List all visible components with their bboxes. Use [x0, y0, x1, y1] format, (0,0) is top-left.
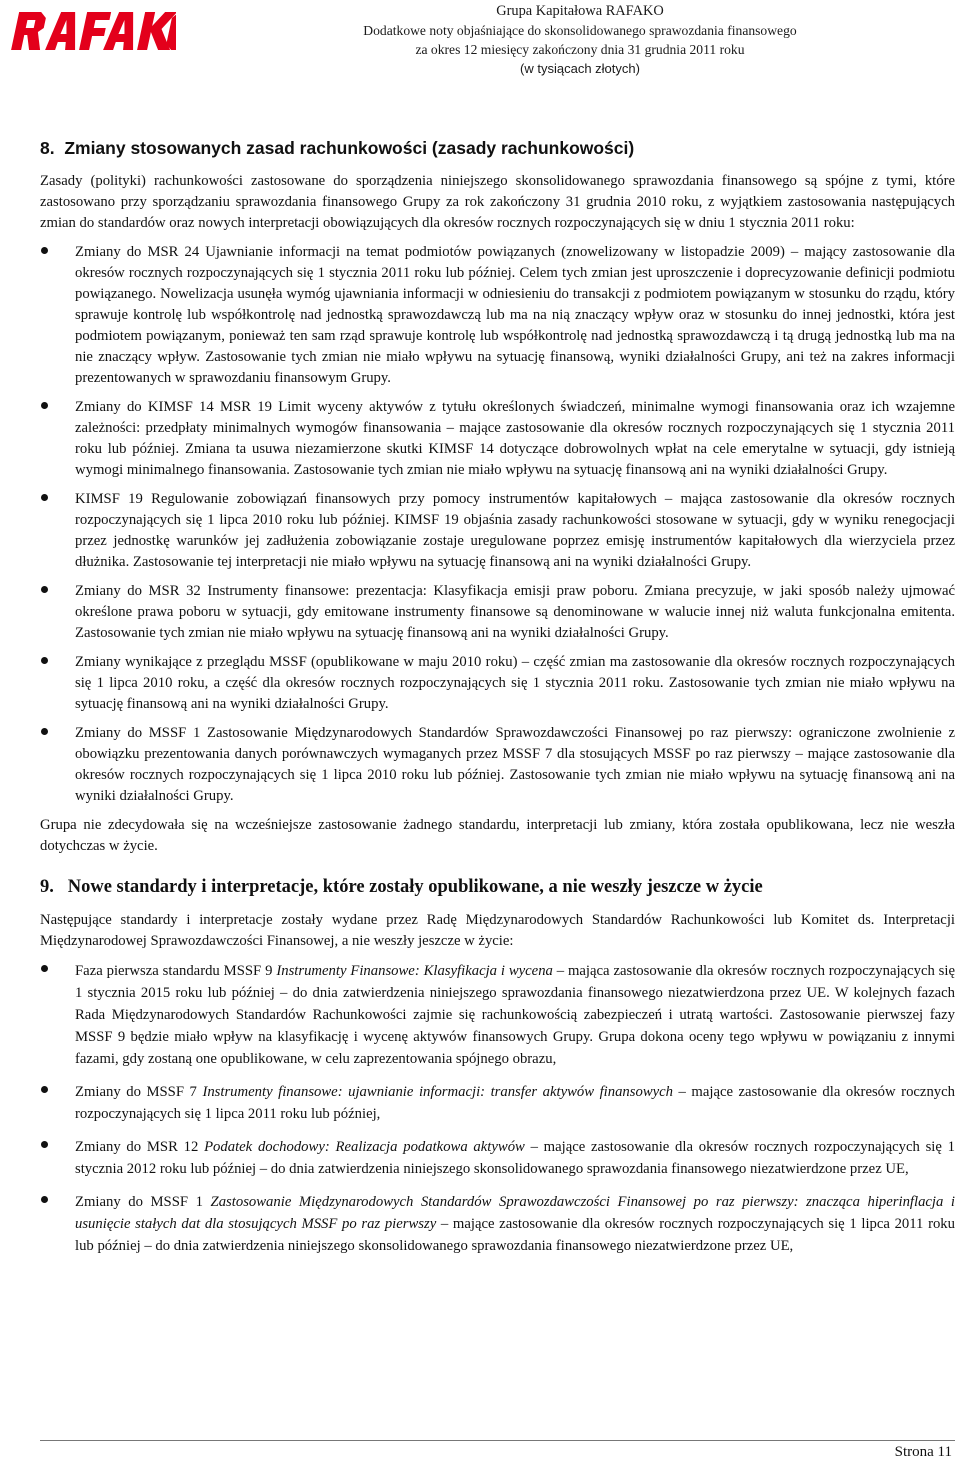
- item-suffix: – mające zastosowanie dla okresów rocznych rozpoczynających się 1 stycznia 2012 roku lub później – do dnia zatwierdzenia niniejszego skonsolidowanego sprawozdania finansowego niezatwierdzone przez UE,: [75, 1139, 955, 1177]
- item-italic-title: Instrumenty finansowe: ujawnianie informacji: transfer aktywów finansowych: [202, 1084, 673, 1100]
- list-item: [40, 397, 955, 481]
- list-item-text: Zmiany do KIMSF 14 MSR 19 Limit wyceny aktywów z tytułu określonych świadczeń, minimalne wymogi finansowania oraz ich wzajemne zależności: przedpłaty minimalnych wymogów finansowania – mające zastosowanie dla okresów rocznych rozpoczynających się 1 stycznia 2011 roku lub później. Zmiana ta usuwa niezamierzone skutki KIMSF 14 dotyczące dobrowolnych wpłat na cele emerytalne w sytuacji, gdy istnieją wymogi minimalnego finansowania. Zastosowanie tych zmian nie miało wpływu na sytuację finansową ani na wyniki działalności Grupy.: [75, 399, 955, 478]
- header-currency-note: (w tysiącach złotych): [520, 61, 640, 76]
- page-number: Strona 11: [894, 1444, 952, 1460]
- item-prefix: Zmiany do MSSF 1: [75, 1194, 211, 1210]
- rafako-logo: [8, 8, 176, 52]
- item-italic-title: Zastosowanie Międzynarodowych Standardów Sprawozdawczości Finansowej po raz pierwszy: znacząca hiperinflacja i usunięcie stałych dat dla stosujących MSSF po raz pierwszy: [75, 1194, 956, 1232]
- bullet-icon: [41, 965, 48, 972]
- bullet-icon: [41, 586, 48, 593]
- bullet-icon: [41, 1141, 48, 1148]
- item-italic-title: Instrumenty Finansowe: Klasyfikacja i wycena: [276, 963, 553, 979]
- bullet-icon: [41, 657, 48, 664]
- section-8-intro: Zasady (polityki) rachunkowości zastosowane do sporządzenia niniejszego skonsolidowanego sprawozdania finansowego są spójne z tymi, które zastosowano przy sporządzaniu sprawozdania finansowego Grupy za rok zakończony 31 grudnia 2010 roku, z wyjątkiem zastosowania następujących zmian do standardów oraz nowych interpretacji obowiązujących dla okresów rocznych rozpoczynających się w dniu 1 stycznia 2011 roku:: [40, 173, 955, 231]
- document-header: [200, 2, 960, 78]
- list-item: [40, 1081, 955, 1125]
- list-item: [40, 652, 955, 715]
- item-suffix: – mająca zastosowanie dla okresów rocznych rozpoczynających się 1 stycznia 2015 roku lub później – do dnia zatwierdzenia niniejszego sprawozdania finansowego niezatwierdzona przez UE. W kolejnych fazach Rada Międzynarodowych Standardów Rachunkowości zajmie się rachunkowością zabezpieczeń i utratą wartości. Zastosowanie pierwszej fazy MSSF 9 będzie miało wpływ na klasyfikację i wycenę aktywów finansowych Grupy. Grupa dokona oceny tego wpływu w powiązaniu z innymi fazami, gdy zostaną one opublikowane, w celu zaprezentowania spójnego obrazu,: [75, 963, 955, 1067]
- bullet-icon: [41, 247, 48, 254]
- list-item: [40, 242, 955, 389]
- header-company: Grupa Kapitałowa RAFAKO: [496, 3, 664, 19]
- list-item: [40, 581, 955, 644]
- bullet-icon: [41, 1086, 48, 1093]
- list-item-text: Zmiany do MSR 24 Ujawnianie informacji na temat podmiotów powiązanych (znowelizowany w listopadzie 2009) – mający zastosowanie dla okresów rocznych rozpoczynających się 1 stycznia 2011 roku lub później. Celem tych zmian jest uproszczenie i doprecyzowanie definicji podmiotu powiązanego. Nowelizacja usunęła wymóg ujawniania informacji w odniesieniu do transakcji z podmiotem powiązanym w stosunku do rządu, który sprawuje kontrolę lub współkontrolę nad jednostką sprawozdawczą lub ma na nią znaczący wpływ oraz w stosunku do innej jednostki, która jest podmiotem powiązanym, ponieważ ten sam rząd sprawuje kontrolę lub współkontrolę nad jednostką sprawozdawczą i tą drugą jednostką lub ma na nie znaczący wpływ. Zastosowanie tych zmian nie miało wpływu na sytuację finansową, wyniki działalności Grupy, ani też na zakres informacji prezentowanych w sprawozdaniu finansowym Grupy.: [75, 244, 955, 386]
- item-prefix: Zmiany do MSSF 7: [75, 1084, 203, 1100]
- section-8-title: 8. Zmiany stosowanych zasad rachunkowości (zasady rachunkowości): [40, 138, 635, 158]
- list-item: [40, 723, 955, 807]
- list-item: [40, 960, 955, 1070]
- footer-divider: [40, 1440, 955, 1441]
- list-item-text: Zmiany wynikające z przeglądu MSSF (opublikowane w maju 2010 roku) – część zmian ma zastosowanie dla okresów rocznych rozpoczynających się 1 lipca 2010 roku, a część dla okresów rocznych rozpoczynających się 1 stycznia 2011 roku. Zastosowanie tych zmian nie miało wpływu na sytuację finansową ani na wyniki działalności Grupy.: [75, 654, 955, 712]
- header-subtitle: Dodatkowe noty objaśniające do skonsolidowanego sprawozdania finansowego: [363, 23, 797, 38]
- item-suffix: – mające zastosowanie dla okresów rocznych rozpoczynających się 1 lipca 2011 roku lub później,: [75, 1084, 955, 1122]
- header-period: za okres 12 miesięcy zakończony dnia 31 grudnia 2011 roku: [415, 42, 745, 57]
- section-9-intro: Następujące standardy i interpretacje zostały wydane przez Radę Międzynarodowych Standardów Rachunkowości lub Komitet ds. Interpretacji Międzynarodowej Sprawozdawczości Finansowej, a nie weszły jeszcze w życie:: [40, 912, 955, 949]
- list-item-text: Zmiany do MSSF 1 Zastosowanie Międzynarodowych Standardów Sprawozdawczości Finansowej po raz pierwszy: ograniczone zwolnienie z obowiązku prezentowania danych porównawczych wymaganych przez MSSF 7 dla stosujących MSSF po raz pierwszy – mające zastosowanie dla okresów rocznych rozpoczynających się 1 lipca 2010 roku lub później. Zastosowanie tych zmian nie miało wpływu na sytuację finansową ani na wyniki działalności Grupy.: [75, 725, 955, 804]
- section-9-list: [40, 960, 955, 1257]
- item-suffix: – mające zastosowanie dla okresów rocznych rozpoczynających się 1 lipca 2011 roku lub później – do dnia zatwierdzenia niniejszego skonsolidowanego sprawozdania finansowego niezatwierdzone przez UE,: [75, 1216, 955, 1254]
- item-prefix: Zmiany do MSR 12: [75, 1139, 205, 1155]
- list-item-text: KIMSF 19 Regulowanie zobowiązań finansowych przy pomocy instrumentów kapitałowych – mająca zastosowanie dla okresów rocznych rozpoczynających się 1 lipca 2010 roku lub później. KIMSF 19 objaśnia zasady rachunkowości stosowane w sytuacji, gdy w wyniku renegocjacji przez jednostkę warunków jej zadłużenia zobowiązanie zostaje uregulowane poprzez emisję instrumentów kapitałowych dla wierzyciela przez dłużnika. Zastosowanie tej interpretacji nie miało wpływu na sytuację finansową ani na wyniki działalności Grupy.: [75, 491, 955, 570]
- item-prefix: Faza pierwsza standardu MSSF 9: [75, 963, 277, 979]
- bullet-icon: [41, 1196, 48, 1203]
- list-item: [40, 1191, 955, 1257]
- bullet-icon: [41, 494, 48, 501]
- list-item-text: Zmiany do MSR 32 Instrumenty finansowe: prezentacja: Klasyfikacja emisji praw poboru. Zmiana precyzuje, w jaki sposób należy ujmować określone prawa poboru w sytuacji, gdy emitowane instrumenty finansowe są denominowane w walucie innej niż waluta funkcjonalna emitenta. Zastosowanie tych zmian nie miało wpływu na sytuację finansową ani na wyniki działalności Grupy.: [75, 583, 955, 641]
- logo-letters: [11, 12, 176, 50]
- list-item: [40, 489, 955, 573]
- section-9-title: 9. Nowe standardy i interpretacje, które zostały opublikowane, a nie weszły jeszcze w życie: [40, 877, 763, 897]
- document-body: [40, 138, 955, 1268]
- bullet-icon: [41, 728, 48, 735]
- list-item: [40, 1136, 955, 1180]
- bullet-icon: [41, 402, 48, 409]
- item-italic-title: Podatek dochodowy: Realizacja podatkowa aktywów: [204, 1139, 525, 1155]
- section-8-list: [40, 242, 955, 807]
- section-8-closing: Grupa nie zdecydowała się na wcześniejsze zastosowanie żadnego standardu, interpretacji lub zmiany, która została opublikowana, lecz nie weszła dotychczas w życie.: [40, 817, 955, 854]
